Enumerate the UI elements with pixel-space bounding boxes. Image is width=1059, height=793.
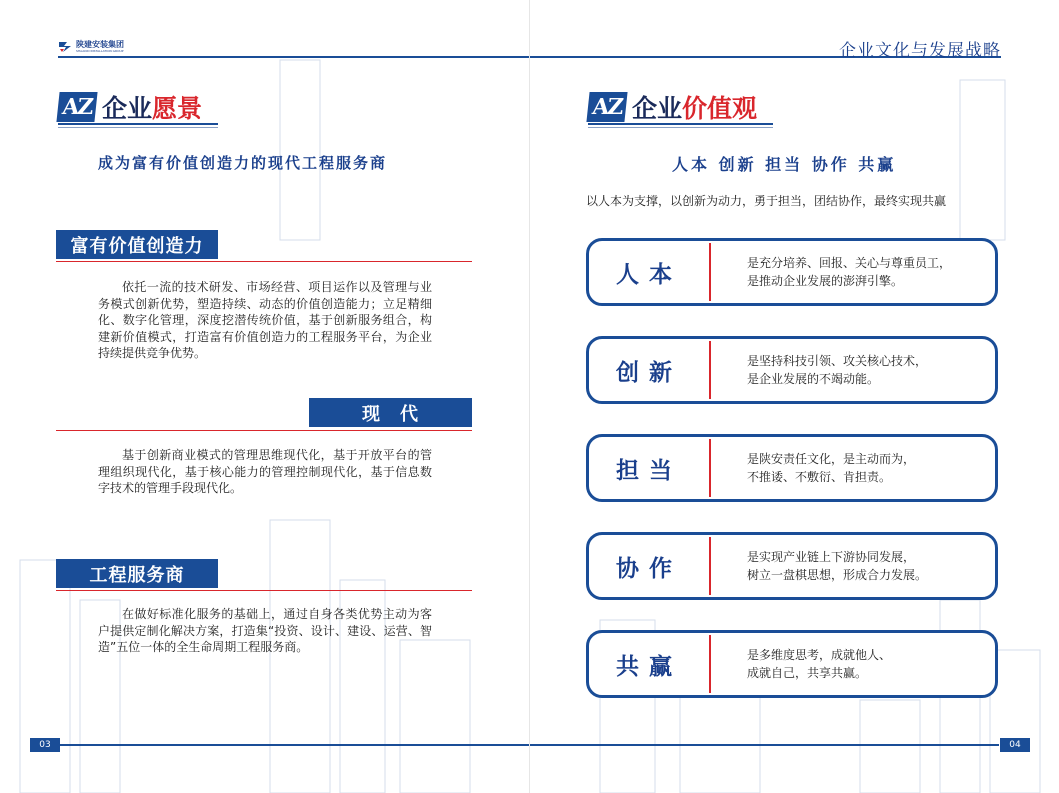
heading-accent: 价值观 bbox=[682, 94, 758, 123]
value-desc-line: 是陕安责任文化，是主动而为， bbox=[747, 452, 916, 466]
heading-underline bbox=[58, 123, 218, 125]
header-rule bbox=[58, 56, 529, 58]
section-text-modern: 基于创新商业模式的管理思维现代化，基于开放平台的管理组织现代化，基于核心能力的管理控制现代化，基于信息数字技术的管理手段现代化。 bbox=[98, 448, 432, 495]
section-text-value: 依托一流的技术研发、市场经营、项目运作以及管理与业务模式创新优势，塑造持续、动态的价值创造能力；立足精细化、数字化管理，深度挖潜传统价值，基于创新服务组合，构建新价值模式，打造富有价值创造力的工程服务平台，为企业持续提供竞争优势。 bbox=[98, 280, 432, 360]
logo-text: 陕建安装集团 bbox=[76, 39, 124, 49]
vision-heading bbox=[58, 89, 202, 125]
section-tag-value: 富有价值创造力 bbox=[56, 230, 218, 259]
value-divider bbox=[709, 341, 711, 399]
value-name: 担当 bbox=[616, 457, 682, 484]
logo-mark-icon bbox=[58, 40, 72, 53]
section-text-engineering: 在做好标准化服务的基础上，通过自身各类优势主动为客户提供定制化解决方案，打造集“投资、设计、建设、运营、智造”五位一体的全生命周期工程服务商。 bbox=[98, 607, 432, 654]
value-description bbox=[747, 450, 915, 486]
value-card bbox=[586, 336, 998, 404]
heading-accent: 愿景 bbox=[152, 94, 203, 123]
value-desc-line: 是推动企业发展的澎湃引擎。 bbox=[747, 274, 904, 288]
az-badge: AZ bbox=[586, 92, 627, 122]
value-card bbox=[586, 532, 998, 600]
page-number: 04 bbox=[1000, 738, 1030, 752]
right-page bbox=[530, 0, 1059, 793]
value-description bbox=[747, 254, 951, 290]
section-rule bbox=[56, 590, 472, 591]
vision-tagline: 成为富有价值创造力的现代工程服务商 bbox=[98, 154, 388, 172]
value-desc-line: 树立一盘棋思想，形成合力发展。 bbox=[747, 568, 928, 582]
footer-rule bbox=[60, 744, 529, 746]
value-description bbox=[747, 646, 891, 682]
value-card bbox=[586, 238, 998, 306]
value-name: 人本 bbox=[616, 261, 682, 288]
value-description bbox=[747, 352, 927, 388]
heading-prefix: 企业 bbox=[102, 94, 153, 123]
section-rule bbox=[56, 430, 472, 431]
values-subtitle: 以人本为支撑，以创新为动力，勇于担当，团结协作，最终实现共赢 bbox=[586, 194, 947, 208]
value-description bbox=[747, 548, 927, 584]
value-desc-line: 成就自己，共享共赢。 bbox=[747, 666, 868, 680]
value-name: 创新 bbox=[616, 359, 682, 386]
value-divider bbox=[709, 243, 711, 301]
value-desc-line: 是多维度思考，成就他人、 bbox=[747, 648, 892, 662]
footer-rule bbox=[530, 744, 999, 746]
value-desc-line: 不推诿、不敷衍、肯担责。 bbox=[747, 470, 892, 484]
heading-underline-thin bbox=[58, 127, 218, 128]
section-rule bbox=[56, 261, 472, 262]
value-divider bbox=[709, 635, 711, 693]
values-heading bbox=[588, 89, 757, 125]
value-desc-line: 是充分培养、回报、关心与尊重员工， bbox=[747, 256, 952, 270]
company-logo bbox=[58, 40, 124, 53]
page-number: 03 bbox=[30, 738, 60, 752]
values-tagline: 人本 创新 担当 协作 共赢 bbox=[672, 155, 897, 174]
section-tag-engineering: 工程服务商 bbox=[56, 559, 218, 588]
logo-subtext: SHAANXI INSTALLATION GROUP bbox=[76, 48, 124, 53]
value-card bbox=[586, 630, 998, 698]
value-name: 共赢 bbox=[616, 653, 682, 680]
value-desc-line: 是坚持科技引领、攻关核心技术， bbox=[747, 354, 928, 368]
header-title: 企业文化与发展战略 bbox=[839, 41, 1001, 61]
value-desc-line: 是实现产业链上下游协同发展， bbox=[747, 550, 916, 564]
value-name: 协作 bbox=[616, 555, 682, 582]
value-divider bbox=[709, 439, 711, 497]
value-card bbox=[586, 434, 998, 502]
section-tag-modern: 现 代 bbox=[309, 398, 472, 427]
value-desc-line: 是企业发展的不竭动能。 bbox=[747, 372, 880, 386]
value-divider bbox=[709, 537, 711, 595]
heading-underline bbox=[588, 123, 773, 125]
az-badge: AZ bbox=[56, 92, 97, 122]
heading-prefix: 企业 bbox=[632, 94, 683, 123]
left-page bbox=[0, 0, 529, 793]
heading-underline-thin bbox=[588, 127, 773, 128]
